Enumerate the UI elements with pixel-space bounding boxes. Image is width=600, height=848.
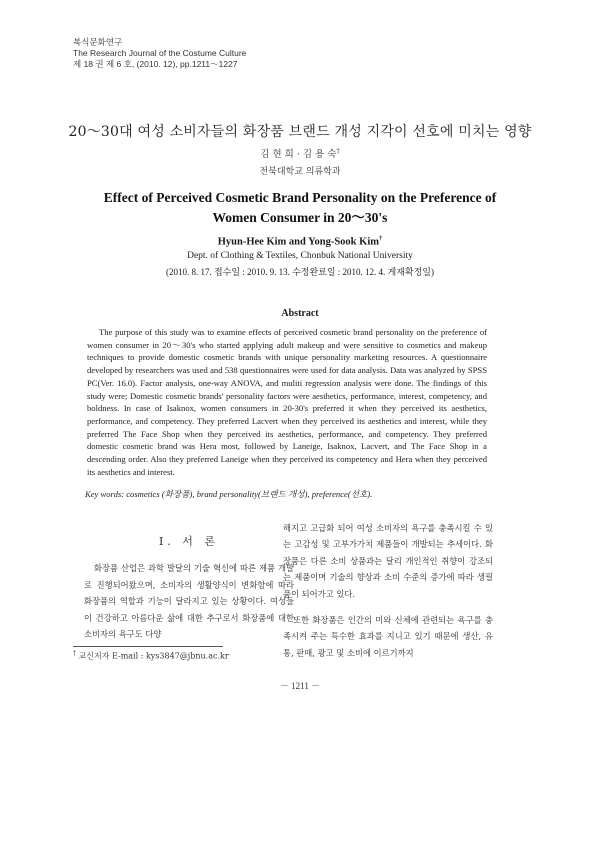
body-paragraph: 화장품 산업은 과학 발달의 기술 혁신에 따른 제품 개발로 진행되어왔으며, 소비자의 생활양식이 변화함에 따라 화장품의 역할과 기능이 달라지고 있는 상황이다. 여성들이 건강하고 아름다운 삶에 대한 추구로서 화장품에 대한 소비자의 욕구도 다양 — [84, 563, 294, 640]
body-column-right — [283, 520, 493, 661]
affiliation-en: Dept. of Clothing & Textiles, Chonbuk National University — [187, 251, 413, 261]
affiliation-ko: 전북대학교 의류학과 — [259, 167, 341, 177]
footnote-mark: † — [73, 650, 76, 657]
submission-dates: (2010. 8. 17. 접수일 : 2010. 9. 13. 수정완료일 : 2010. 12. 4. 게재확정일) — [165, 267, 435, 277]
authors-ko — [0, 146, 600, 160]
keywords: Key words: cosmetics (화장품), brand personality(브랜드 개성), preference(선호). — [85, 489, 373, 499]
corresponding-mark-en: † — [378, 235, 383, 242]
paper-title-ko: 20～30대 여성 소비자들의 화장품 브랜드 개성 지각이 선호에 미치는 영향 — [68, 124, 532, 140]
footnote-text: 교신저자 E-mail : kys3847@jbnu.ac.kr — [78, 651, 229, 661]
page-number: － 1211 － — [279, 681, 321, 691]
footnote-divider — [73, 646, 223, 647]
section-title-introduction: Ⅰ. 서 론 — [158, 535, 220, 548]
corresponding-mark: † — [336, 146, 340, 155]
authors-en — [0, 235, 600, 248]
authors-ko-names: 김 현 희 · 김 용 숙 — [260, 149, 337, 160]
journal-header — [73, 37, 533, 70]
paper-title-en — [60, 188, 540, 228]
body-column-left — [84, 520, 294, 642]
paper-title-en-line2: Women Consumer in 20～30's — [212, 210, 388, 225]
body-paragraph: 또한 화장품은 인간의 미와 신체에 관련되는 욕구를 충족시켜 주는 특수한 효과를 지니고 있기 때문에 생산, 유통, 판매, 광고 및 소비에 이르기까지 — [283, 615, 493, 658]
journal-issue: 제 18 권 제 6 호, (2010. 12), pp.1211～1227 — [73, 59, 238, 69]
abstract-text: The purpose of this study was to examine effects of perceived cosmetic brand personality on the preference of women consumer in 20～30's who started applying adult makeup and were sensitive to cosmetics and makeup techniques to provide domestic cosmetic brands with unique personality marketing resources. A questionnaire developed by researchers was used and 538 questionnaires were used for data analysis. Data was analyzed by SPSS PC(Ver. 16.0). Factor analysis, one-way ANOVA, and muliti regression analysis were done. The findings of this study were; Domestic cosmetic brands' personality factors were aesthetics, performance, interest, competency, and boldness. In case of Isaknox, women consumers in 20-30's preferred it when they perceived its aesthetics, performance, and competency. They preferred Lacvert when they perceived its aesthetics and interest, while they preferred The Face Shop when they perceived its aesthetics, performance, and competency. They preferred domestic cosmetic brand was Hera most, followed by Laneige, Isaknox, Lacvert, and The Face Shop in a descending order. Also they preferred Laneige when they perceived its competency and Hera when they perceived its aesthetics and interest. — [87, 327, 487, 477]
abstract-heading: Abstract — [281, 308, 319, 319]
footnote — [73, 650, 229, 662]
journal-name-en: The Research Journal of the Costume Culture — [73, 48, 247, 58]
body-paragraph: 해지고 고급화 되어 여성 소비자의 욕구를 충족시킬 수 있는 고감성 및 고부가가치 제품들이 개발되는 추세이다. 화장품은 다른 소비 상품과는 달리 개인적인 취향이 강조되는 제품이며 기술의 향상과 소비 수준의 증가에 따라 생필품이 되어가고 있다. — [283, 523, 493, 599]
authors-en-names: Hyun-Hee Kim and Yong-Sook Kim — [217, 236, 379, 248]
journal-name-ko: 복식문화연구 — [73, 37, 123, 47]
paper-title-en-line1: Effect of Perceived Cosmetic Brand Personality on the Preference of — [103, 190, 497, 205]
